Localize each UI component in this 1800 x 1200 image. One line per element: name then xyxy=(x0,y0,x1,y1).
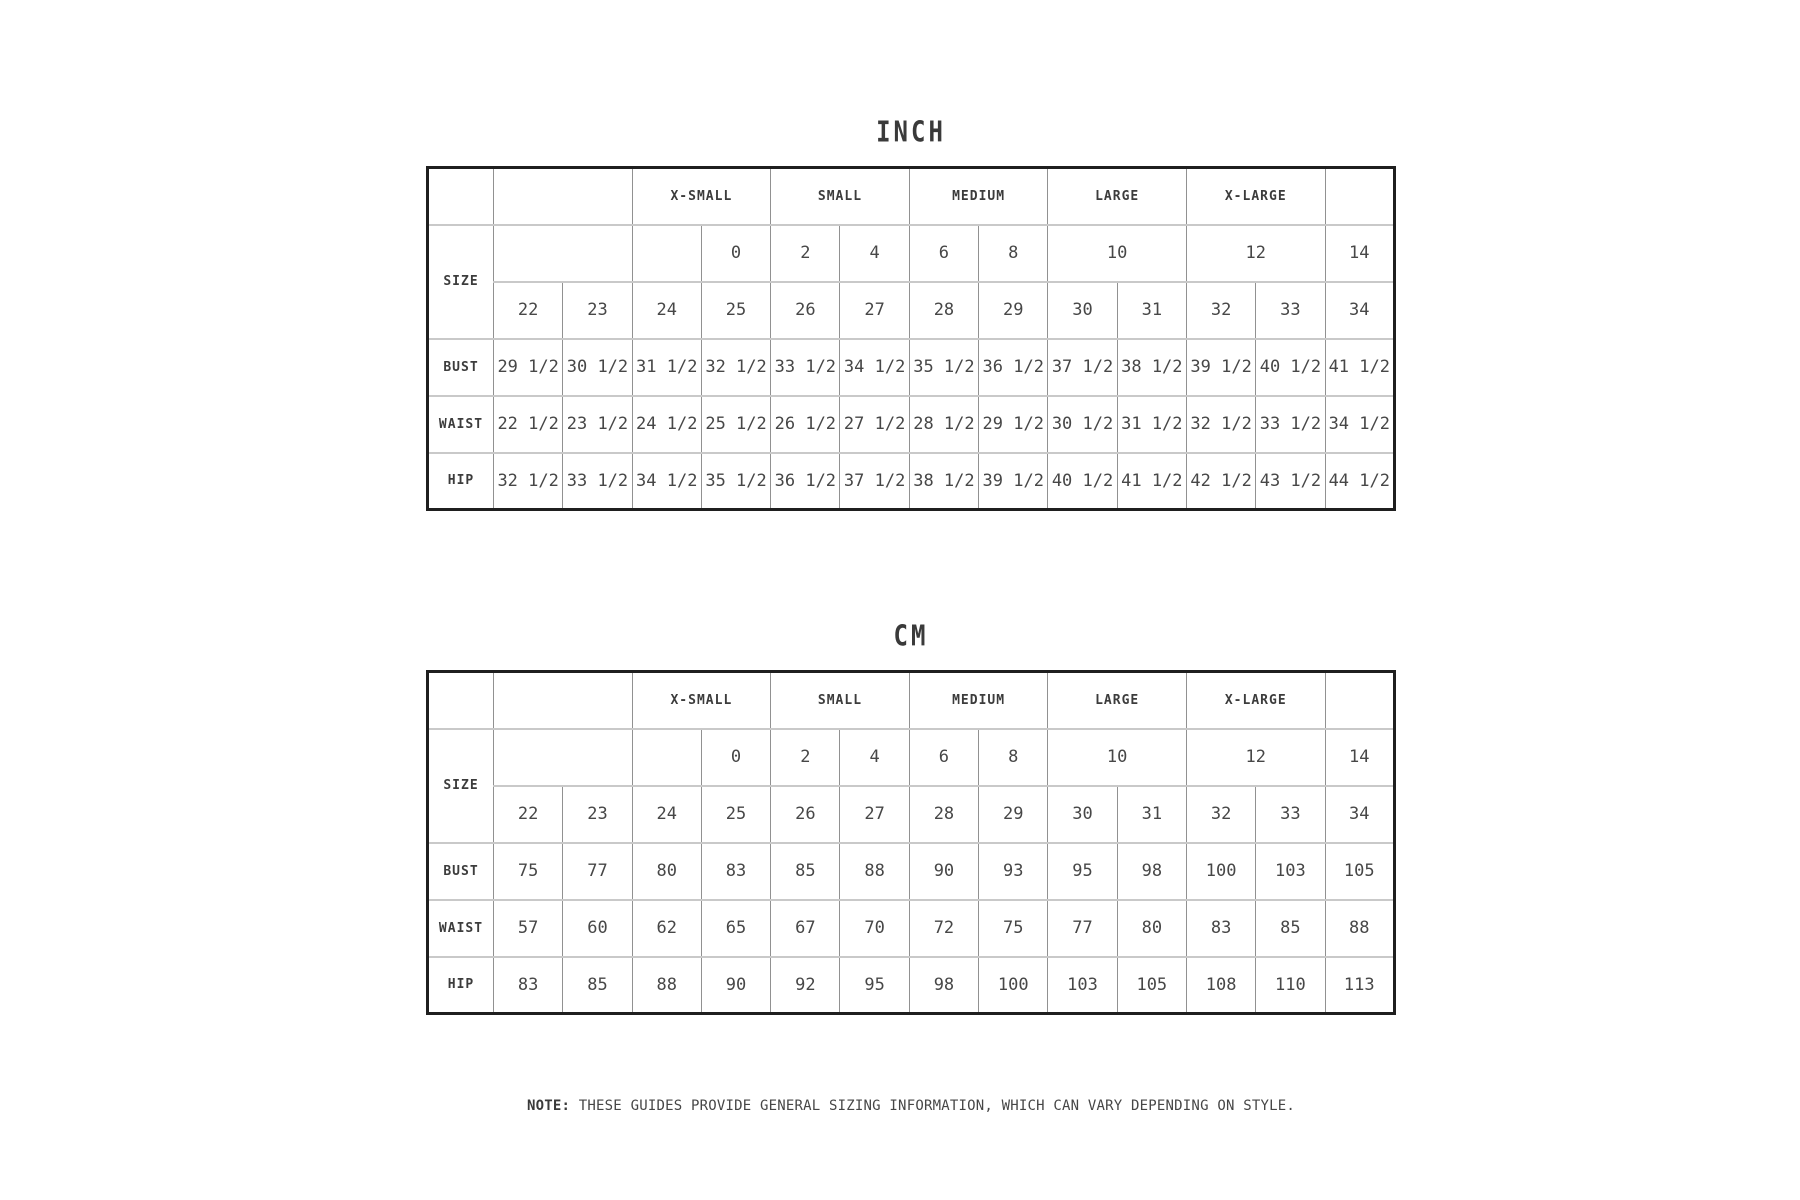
band-size-cell: 34 xyxy=(1325,786,1394,843)
measurement-value-cell: 28 1/2 xyxy=(909,396,978,453)
band-size-cell: 30 xyxy=(1048,282,1117,339)
band-size-cell: 25 xyxy=(701,282,770,339)
band-size-cell: 27 xyxy=(840,786,909,843)
measurement-value-cell: 39 1/2 xyxy=(979,453,1048,510)
size-group-header-cell: SMALL xyxy=(771,672,910,729)
measurement-row-label: HIP xyxy=(428,453,494,510)
measurement-value-cell: 98 xyxy=(909,957,978,1014)
measurement-value-cell: 32 1/2 xyxy=(1186,396,1255,453)
measurement-value-cell: 60 xyxy=(563,900,632,957)
numeric-size-cell: 0 xyxy=(701,225,770,282)
numeric-size-cell: 4 xyxy=(840,225,909,282)
table-row xyxy=(428,672,1395,729)
measurement-value-cell: 30 1/2 xyxy=(1048,396,1117,453)
band-size-cell: 31 xyxy=(1117,786,1186,843)
measurement-value-cell: 33 1/2 xyxy=(771,339,840,396)
measurement-value-cell: 103 xyxy=(1048,957,1117,1014)
measurement-value-cell: 65 xyxy=(701,900,770,957)
band-size-cell: 24 xyxy=(632,786,701,843)
cm-table-title: CM xyxy=(893,619,929,653)
band-size-cell: 28 xyxy=(909,786,978,843)
measurement-value-cell: 105 xyxy=(1325,843,1394,900)
size-group-header-cell: MEDIUM xyxy=(909,168,1048,225)
measurement-value-cell: 40 1/2 xyxy=(1048,453,1117,510)
measurement-value-cell: 34 1/2 xyxy=(840,339,909,396)
measurement-value-cell: 35 1/2 xyxy=(909,339,978,396)
table-row xyxy=(428,786,1395,843)
empty-cell xyxy=(494,225,633,282)
measurement-value-cell: 85 xyxy=(563,957,632,1014)
measurement-value-cell: 110 xyxy=(1256,957,1325,1014)
table-row xyxy=(428,396,1395,453)
numeric-size-cell: 8 xyxy=(979,225,1048,282)
table-row xyxy=(428,957,1395,1014)
numeric-size-cell: 12 xyxy=(1186,729,1325,786)
numeric-size-cell: 6 xyxy=(909,225,978,282)
band-size-cell: 25 xyxy=(701,786,770,843)
measurement-value-cell: 33 1/2 xyxy=(1256,396,1325,453)
measurement-row-label: HIP xyxy=(428,957,494,1014)
measurement-value-cell: 85 xyxy=(1256,900,1325,957)
measurement-value-cell: 90 xyxy=(909,843,978,900)
measurement-value-cell: 25 1/2 xyxy=(701,396,770,453)
measurement-value-cell: 38 1/2 xyxy=(909,453,978,510)
table-row xyxy=(428,225,1395,282)
numeric-size-cell: 10 xyxy=(1048,225,1187,282)
measurement-value-cell: 42 1/2 xyxy=(1186,453,1255,510)
band-size-cell: 26 xyxy=(771,282,840,339)
band-size-cell: 22 xyxy=(494,786,563,843)
measurement-value-cell: 35 1/2 xyxy=(701,453,770,510)
sizing-note xyxy=(426,1098,1396,1114)
numeric-size-cell: 12 xyxy=(1186,225,1325,282)
table-row xyxy=(428,843,1395,900)
numeric-size-cell: 0 xyxy=(701,729,770,786)
empty-cell xyxy=(632,729,701,786)
measurement-value-cell: 43 1/2 xyxy=(1256,453,1325,510)
band-size-cell: 23 xyxy=(563,786,632,843)
empty-cell xyxy=(494,729,633,786)
measurement-value-cell: 92 xyxy=(771,957,840,1014)
measurement-value-cell: 80 xyxy=(632,843,701,900)
measurement-value-cell: 41 1/2 xyxy=(1325,339,1394,396)
measurement-value-cell: 70 xyxy=(840,900,909,957)
measurement-value-cell: 23 1/2 xyxy=(563,396,632,453)
measurement-value-cell: 75 xyxy=(494,843,563,900)
table-row xyxy=(428,168,1395,225)
measurement-value-cell: 29 1/2 xyxy=(494,339,563,396)
inch-size-table-container xyxy=(426,166,1396,511)
band-size-cell: 29 xyxy=(979,786,1048,843)
size-group-header-cell: X-SMALL xyxy=(632,168,771,225)
band-size-cell: 31 xyxy=(1117,282,1186,339)
band-size-cell: 32 xyxy=(1186,786,1255,843)
measurement-value-cell: 77 xyxy=(1048,900,1117,957)
numeric-size-cell: 2 xyxy=(771,225,840,282)
measurement-value-cell: 113 xyxy=(1325,957,1394,1014)
measurement-value-cell: 40 1/2 xyxy=(1256,339,1325,396)
table-row xyxy=(428,729,1395,786)
empty-cell xyxy=(494,672,633,729)
measurement-value-cell: 95 xyxy=(840,957,909,1014)
measurement-value-cell: 67 xyxy=(771,900,840,957)
measurement-value-cell: 103 xyxy=(1256,843,1325,900)
measurement-value-cell: 100 xyxy=(979,957,1048,1014)
measurement-row-label: BUST xyxy=(428,339,494,396)
measurement-value-cell: 95 xyxy=(1048,843,1117,900)
measurement-value-cell: 34 1/2 xyxy=(632,453,701,510)
numeric-size-cell: 6 xyxy=(909,729,978,786)
measurement-value-cell: 31 1/2 xyxy=(632,339,701,396)
size-group-header-cell: X-LARGE xyxy=(1186,672,1325,729)
measurement-value-cell: 36 1/2 xyxy=(979,339,1048,396)
numeric-size-cell: 2 xyxy=(771,729,840,786)
measurement-value-cell: 38 1/2 xyxy=(1117,339,1186,396)
table-row xyxy=(428,900,1395,957)
band-size-cell: 33 xyxy=(1256,282,1325,339)
measurement-value-cell: 32 1/2 xyxy=(494,453,563,510)
measurement-value-cell: 100 xyxy=(1186,843,1255,900)
band-size-cell: 33 xyxy=(1256,786,1325,843)
measurement-row-label: BUST xyxy=(428,843,494,900)
band-size-cell: 30 xyxy=(1048,786,1117,843)
size-group-header-cell: LARGE xyxy=(1048,168,1187,225)
band-size-cell: 27 xyxy=(840,282,909,339)
measurement-value-cell: 93 xyxy=(979,843,1048,900)
band-size-cell: 34 xyxy=(1325,282,1394,339)
measurement-value-cell: 37 1/2 xyxy=(1048,339,1117,396)
cm-size-table-container xyxy=(426,670,1396,1015)
sizing-note-prefix: NOTE: xyxy=(527,1098,571,1114)
numeric-size-cell: 8 xyxy=(979,729,1048,786)
numeric-size-cell: 14 xyxy=(1325,729,1394,786)
numeric-size-cell: 14 xyxy=(1325,225,1394,282)
inch-size-table xyxy=(426,166,1396,511)
table-row xyxy=(428,339,1395,396)
size-group-header-cell: X-LARGE xyxy=(1186,168,1325,225)
measurement-value-cell: 98 xyxy=(1117,843,1186,900)
measurement-value-cell: 80 xyxy=(1117,900,1186,957)
measurement-value-cell: 44 1/2 xyxy=(1325,453,1394,510)
measurement-value-cell: 37 1/2 xyxy=(840,453,909,510)
measurement-value-cell: 85 xyxy=(771,843,840,900)
measurement-value-cell: 24 1/2 xyxy=(632,396,701,453)
empty-cell xyxy=(1325,672,1394,729)
measurement-value-cell: 33 1/2 xyxy=(563,453,632,510)
measurement-value-cell: 29 1/2 xyxy=(979,396,1048,453)
empty-corner-cell xyxy=(428,672,494,729)
measurement-row-label: WAIST xyxy=(428,900,494,957)
band-size-cell: 26 xyxy=(771,786,840,843)
table-row xyxy=(428,453,1395,510)
measurement-value-cell: 34 1/2 xyxy=(1325,396,1394,453)
sizing-note-text: THESE GUIDES PROVIDE GENERAL SIZING INFORMATION, WHICH CAN VARY DEPENDING ON STYLE. xyxy=(578,1098,1295,1114)
empty-cell xyxy=(632,225,701,282)
measurement-value-cell: 83 xyxy=(701,843,770,900)
measurement-value-cell: 88 xyxy=(632,957,701,1014)
measurement-row-label: WAIST xyxy=(428,396,494,453)
size-group-header-cell: LARGE xyxy=(1048,672,1187,729)
measurement-value-cell: 36 1/2 xyxy=(771,453,840,510)
size-row-label: SIZE xyxy=(428,729,494,843)
empty-cell xyxy=(1325,168,1394,225)
measurement-value-cell: 41 1/2 xyxy=(1117,453,1186,510)
measurement-value-cell: 75 xyxy=(979,900,1048,957)
measurement-value-cell: 39 1/2 xyxy=(1186,339,1255,396)
measurement-value-cell: 57 xyxy=(494,900,563,957)
measurement-value-cell: 62 xyxy=(632,900,701,957)
band-size-cell: 22 xyxy=(494,282,563,339)
size-group-header-cell: MEDIUM xyxy=(909,672,1048,729)
measurement-value-cell: 72 xyxy=(909,900,978,957)
measurement-value-cell: 90 xyxy=(701,957,770,1014)
measurement-value-cell: 105 xyxy=(1117,957,1186,1014)
numeric-size-cell: 10 xyxy=(1048,729,1187,786)
cm-size-table xyxy=(426,670,1396,1015)
band-size-cell: 29 xyxy=(979,282,1048,339)
empty-cell xyxy=(494,168,633,225)
empty-corner-cell xyxy=(428,168,494,225)
measurement-value-cell: 88 xyxy=(1325,900,1394,957)
measurement-value-cell: 31 1/2 xyxy=(1117,396,1186,453)
band-size-cell: 24 xyxy=(632,282,701,339)
table-row xyxy=(428,282,1395,339)
band-size-cell: 23 xyxy=(563,282,632,339)
inch-table-title: INCH xyxy=(876,115,946,149)
measurement-value-cell: 77 xyxy=(563,843,632,900)
measurement-value-cell: 27 1/2 xyxy=(840,396,909,453)
band-size-cell: 28 xyxy=(909,282,978,339)
size-group-header-cell: SMALL xyxy=(771,168,910,225)
measurement-value-cell: 26 1/2 xyxy=(771,396,840,453)
measurement-value-cell: 83 xyxy=(494,957,563,1014)
measurement-value-cell: 83 xyxy=(1186,900,1255,957)
size-row-label: SIZE xyxy=(428,225,494,339)
measurement-value-cell: 22 1/2 xyxy=(494,396,563,453)
measurement-value-cell: 88 xyxy=(840,843,909,900)
size-group-header-cell: X-SMALL xyxy=(632,672,771,729)
band-size-cell: 32 xyxy=(1186,282,1255,339)
measurement-value-cell: 108 xyxy=(1186,957,1255,1014)
numeric-size-cell: 4 xyxy=(840,729,909,786)
measurement-value-cell: 30 1/2 xyxy=(563,339,632,396)
measurement-value-cell: 32 1/2 xyxy=(701,339,770,396)
